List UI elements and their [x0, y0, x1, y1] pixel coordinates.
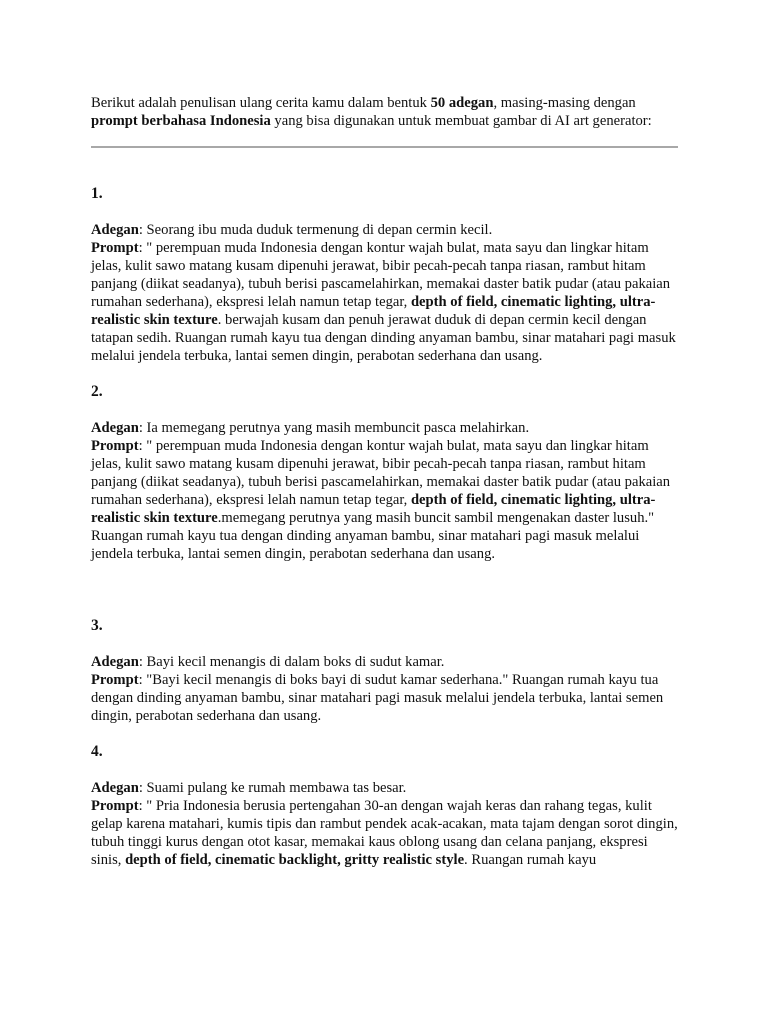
adegan-text: Suami pulang ke rumah membawa tas besar. — [146, 780, 407, 796]
label-colon: : — [138, 420, 147, 436]
prompt-label: Prompt — [91, 798, 139, 814]
label-colon: : — [138, 438, 147, 454]
intro-bold-language: prompt berbahasa Indonesia — [91, 113, 271, 129]
label-colon: : — [138, 222, 147, 238]
label-colon: : — [138, 780, 147, 796]
scene-adegan — [91, 221, 678, 239]
intro-text-3: yang bisa digunakan untuk membuat gambar di AI art generator: — [270, 113, 652, 129]
label-colon: : — [138, 672, 147, 688]
scene-prompt — [91, 671, 678, 725]
scene-3 — [91, 617, 678, 725]
prompt-text-b: .memegang perutnya yang masih buncit sambil mengenakan daster lusuh." Ruangan rumah kayu tua dengan dinding anyaman bambu, sinar matahari pagi masuk melalui jendela terbuka, lantai semen dingin, perabotan sederhana dan usang. — [91, 510, 655, 562]
prompt-text-b: . Ruangan rumah kayu — [464, 852, 597, 868]
adegan-label: Adegan — [91, 222, 139, 238]
label-colon: : — [138, 240, 147, 256]
prompt-text-a: "Bayi kecil menangis di boks bayi di sudut kamar sederhana." Ruangan rumah kayu tua dengan dinding anyaman bambu, sinar matahari pagi masuk melalui jendela terbuka, lantai semen dingin, perabotan sederhana dan usang. — [91, 672, 664, 724]
prompt-label: Prompt — [91, 672, 139, 688]
prompt-text-a: " perempuan muda Indonesia dengan kontur wajah bulat, mata sayu dan lingkar hitam jelas, kulit sawo matang kusam dipenuhi jerawat, bibir pecah-pecah tanpa riasan, rambut hitam panjang (diikat seadanya), tubuh berisi pascamelahirkan, memakai daster batik pudar (atau pakaian rumahan sederhana), ekspresi lelah namun tetap tegar, — [91, 240, 671, 310]
prompt-text-a: " perempuan muda Indonesia dengan kontur wajah bulat, mata sayu dan lingkar hitam jelas, kulit sawo matang kusam dipenuhi jerawat, bibir pecah-pecah tanpa riasan, rambut hitam panjang (diikat seadanya), tubuh berisi pascamelahirkan, memakai daster batik pudar (atau pakaian rumahan sederhana), ekspresi lelah namun tetap tegar, — [91, 438, 671, 508]
prompt-bold-style: depth of field, cinematic lighting, ultra-realistic skin texture — [91, 492, 656, 526]
scene-number: 1. — [91, 185, 103, 202]
scene-number: 2. — [91, 383, 103, 400]
scene-adegan — [91, 779, 678, 797]
intro-bold-scene-count: 50 adegan — [430, 95, 494, 111]
adegan-label: Adegan — [91, 420, 139, 436]
scene-2 — [91, 383, 678, 563]
label-colon: : — [138, 798, 147, 814]
intro-text-2: , masing-masing dengan — [493, 95, 636, 111]
adegan-label: Adegan — [91, 780, 139, 796]
prompt-text-a: " Pria Indonesia berusia pertengahan 30-an dengan wajah keras dan rahang tegas, kulit gelap karena matahari, kumis tipis dan rambut pendek acak-acakan, mata tajam dengan sorot dingin, tubuh tinggi kurus dengan otot kasar, memakai kaus oblong usang dan celana panjang, ekspresi sinis, — [91, 798, 678, 868]
adegan-text: Seorang ibu muda duduk termenung di depan cermin kecil. — [146, 222, 493, 238]
prompt-bold-style: depth of field, cinematic lighting, ultra-realistic skin texture — [91, 294, 656, 328]
prompt-label: Prompt — [91, 438, 139, 454]
prompt-label: Prompt — [91, 240, 139, 256]
intro-paragraph — [91, 94, 678, 130]
label-colon: : — [138, 654, 147, 670]
scene-4 — [91, 743, 678, 869]
prompt-text-b: . berwajah kusam dan penuh jerawat duduk di depan cermin kecil dengan tatapan sedih. Ruangan rumah kayu tua dengan dinding anyaman bambu, sinar matahari pagi masuk melalui jendela terbuka, lantai semen dingin, perabotan sederhana dan usang. — [91, 312, 676, 364]
scene-number: 3. — [91, 617, 103, 634]
scene-number: 4. — [91, 743, 103, 760]
scene-adegan — [91, 419, 678, 437]
prompt-bold-style: depth of field, cinematic backlight, gritty realistic style — [125, 852, 465, 868]
scene-prompt — [91, 437, 678, 563]
scene-prompt — [91, 797, 678, 869]
scene-prompt — [91, 239, 678, 365]
intro-text-1: Berikut adalah penulisan ulang cerita kamu dalam bentuk — [91, 95, 431, 111]
adegan-label: Adegan — [91, 654, 139, 670]
scene-1 — [91, 185, 678, 365]
scene-adegan — [91, 653, 678, 671]
adegan-text: Ia memegang perutnya yang masih membuncit pasca melahirkan. — [146, 420, 530, 436]
horizontal-divider — [91, 146, 678, 148]
adegan-text: Bayi kecil menangis di dalam boks di sudut kamar. — [146, 654, 445, 670]
